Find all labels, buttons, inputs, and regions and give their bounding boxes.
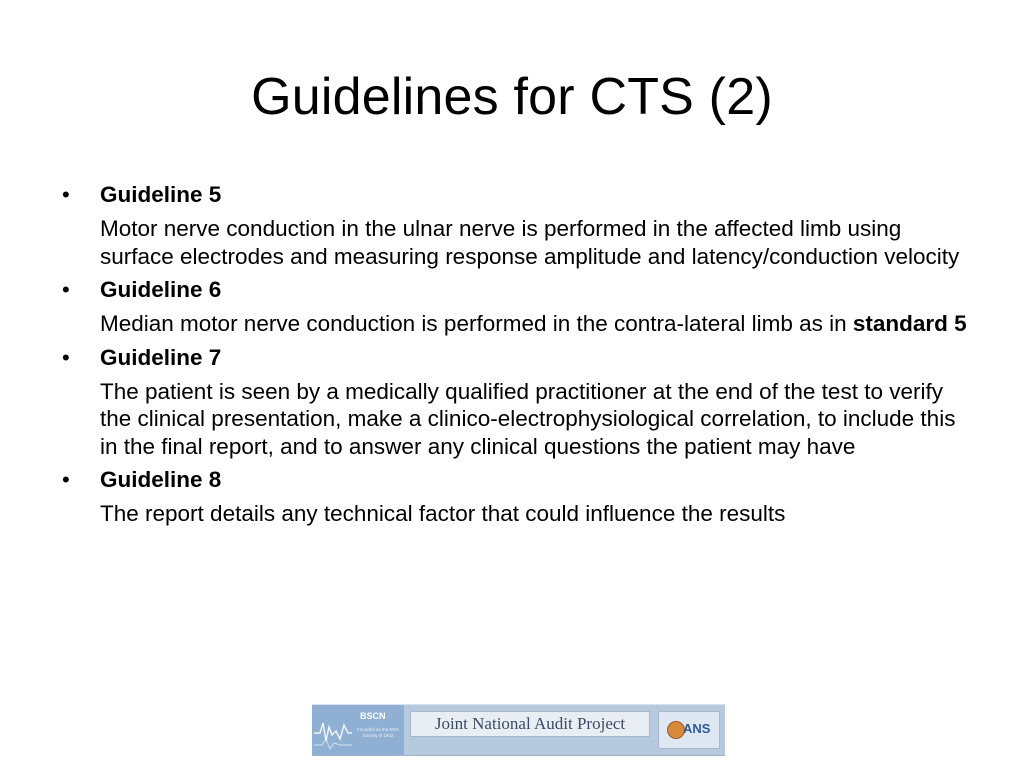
guideline-item-6 [62,276,972,338]
guideline-body-text: Median motor nerve conduction is performed in the contra-lateral limb as in [100,311,853,336]
guideline-list [62,181,972,534]
guideline-body-emphasis: standard 5 [852,311,967,336]
guideline-body [100,310,972,338]
bullet-icon: • [62,277,70,302]
bscn-logo-subtext: Founded as the EEG Society in 1942 [356,727,400,738]
guideline-item-7 [62,344,972,461]
ans-logo [658,711,720,749]
guideline-heading: Guideline 5 [100,182,222,207]
slide-title: Guidelines for CTS (2) [251,68,773,126]
bullet-icon: • [62,182,70,207]
bullet-icon: • [62,467,70,492]
guideline-heading: Guideline 8 [100,467,222,492]
guideline-item-5 [62,181,972,270]
guideline-heading: Guideline 6 [100,277,222,302]
footer-banner [312,704,725,756]
audit-project-label: Joint National Audit Project [410,711,650,737]
bscn-logo-text: BSCN [360,711,386,721]
guideline-body: Motor nerve conduction in the ulnar nerve is performed in the affected limb using surface electrodes and measuring response amplitude and latency/conduction velocity [100,216,960,269]
ans-logo-text: ANS [683,721,711,736]
guideline-item-8 [62,466,972,528]
guideline-body: The patient is seen by a medically qualified practitioner at the end of the test to verify the clinical presentation, make a clinico-electrophysiological correlation, to include this in the final report, and to answer any clinical questions the patient may have [100,378,956,459]
guideline-body: The report details any technical factor that could influence the results [100,501,786,526]
guideline-heading: Guideline 7 [100,344,222,370]
bullet-icon: • [62,344,70,370]
bscn-logo [312,705,404,755]
